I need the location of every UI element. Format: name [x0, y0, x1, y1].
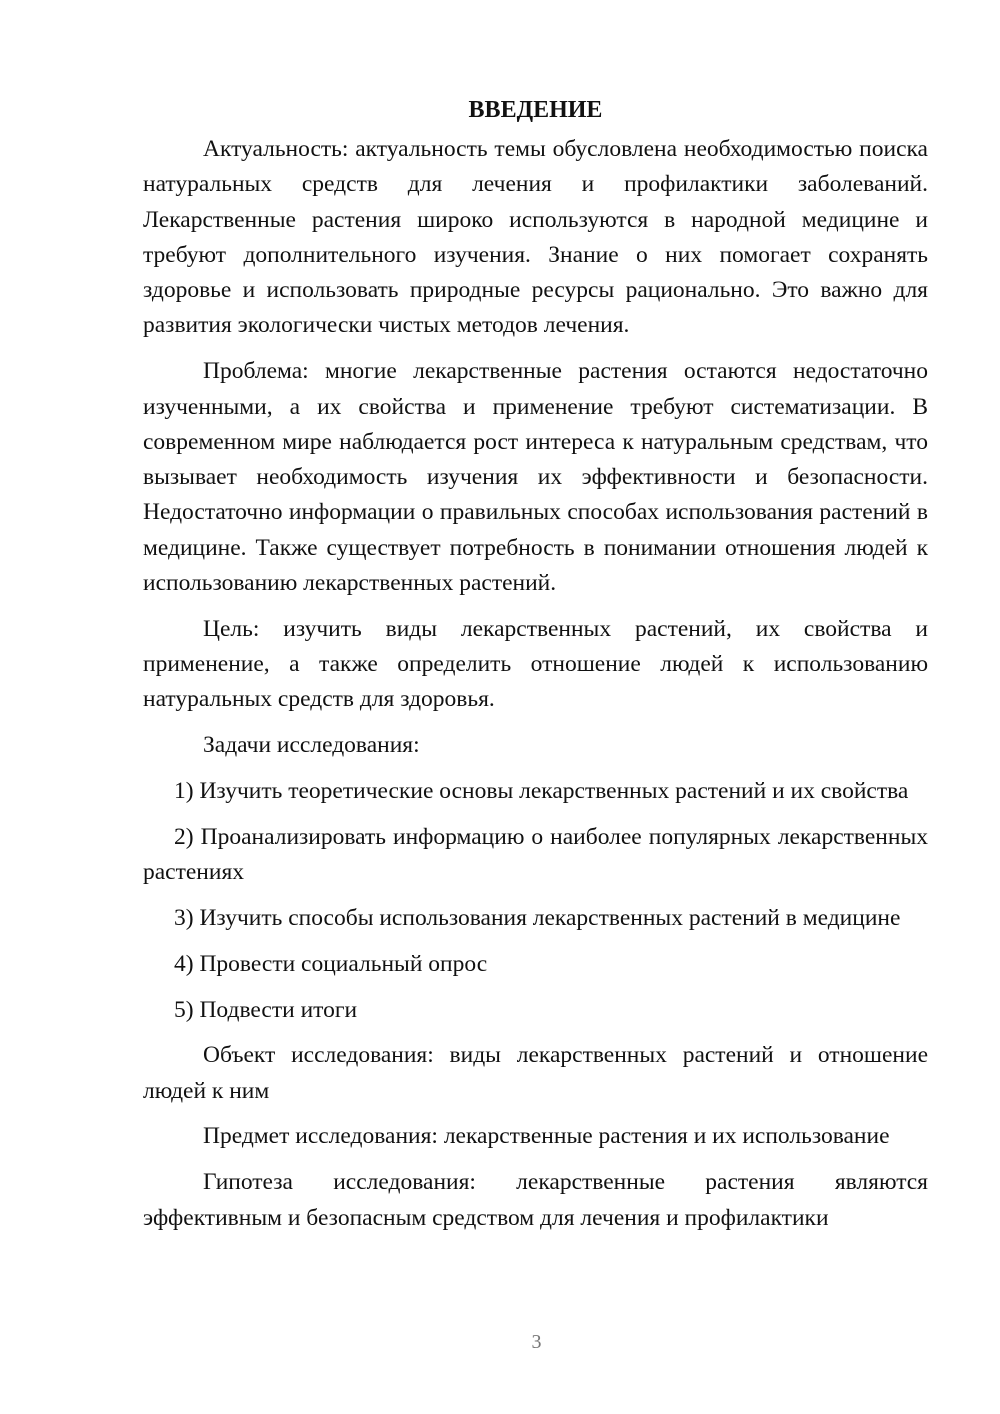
subject-paragraph: Предмет исследования: лекарственные растения и их использование [203, 1123, 890, 1150]
task-item-2: 2) Проанализировать информацию о наиболее популярных лекарственных растениях [143, 823, 928, 886]
task-item-1: 1) Изучить теоретические основы лекарственных растений и их свойства [174, 778, 909, 805]
hypothesis-paragraph: Гипотеза исследования: лекарственные растения являются эффективным и безопасным средством для лечения и профилактики [143, 1169, 928, 1231]
object-paragraph: Объект исследования: виды лекарственных растений и отношение людей к ним [143, 1042, 928, 1104]
task-item-4: 4) Провести социальный опрос [174, 950, 488, 977]
task-item-5: 5) Подвести итоги [174, 996, 358, 1023]
section-title: ВВЕДЕНИЕ [468, 97, 603, 123]
page-number: 3 [531, 1331, 542, 1353]
problem-paragraph: Проблема: многие лекарственные растения остаются недостаточно изученными, а их свойства и применение требуют систематизации. В современном мире наблюдается рост интереса к натуральным средствам, что вызывает необходимость изучения их эффективности и безопасности. Недостаточно информации о правильных способах использования растений в медицине. Также существует потребность в понимании отношения людей к использованию лекарственных растений. [143, 358, 928, 597]
goal-paragraph: Цель: изучить виды лекарственных растений, их свойства и применение, а также определить отношение людей к использованию натуральных средств для здоровья. [143, 615, 928, 713]
document-page [143, 92, 928, 1246]
task-item-3: 3) Изучить способы использования лекарственных растений в медицине [174, 904, 901, 931]
tasks-heading: Задачи исследования: [203, 732, 420, 759]
relevance-paragraph: Актуальность: актуальность темы обусловлена необходимостью поиска натуральных средств для лечения и профилактики заболеваний. Лекарственные растения широко используются в народной медицине и требуют дополнительного изучения. Знание о них помогает сохранять здоровье и использовать природные ресурсы рационально. Это важно для развития экологически чистых методов лечения. [143, 136, 928, 339]
